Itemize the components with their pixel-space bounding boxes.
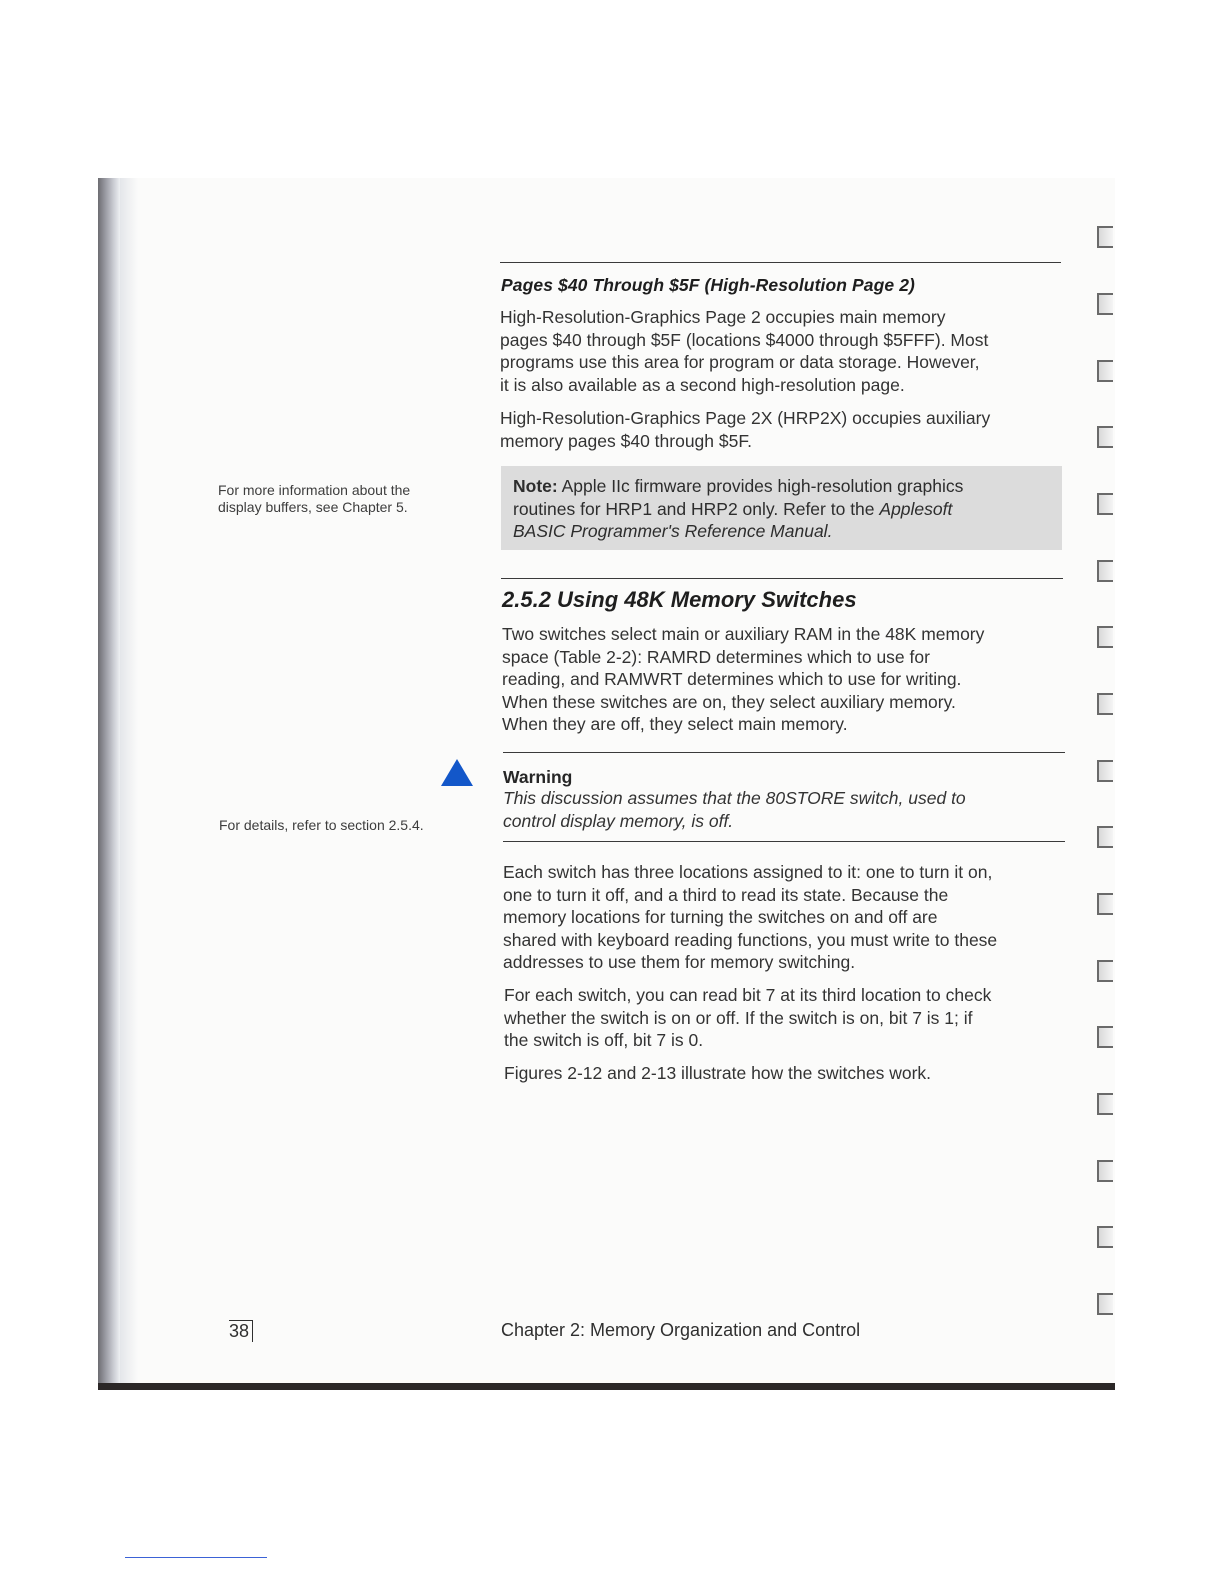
body-paragraph: Figures 2-12 and 2-13 illustrate how the switches work. [504, 1063, 932, 1083]
text-line: Each switch has three locations assigned to it: one to turn it on, [503, 862, 993, 882]
binding-edge [98, 178, 120, 1383]
index-tab-mark [1097, 1226, 1113, 1248]
note-text: Apple IIc firmware provides high-resolution graphics [557, 476, 964, 496]
section-divider [500, 262, 1061, 263]
warning-top-rule [503, 752, 1065, 753]
index-tab-strip [1093, 218, 1115, 1328]
text-line: When they are off, they select main memory. [502, 714, 848, 734]
note-label: Note: [513, 476, 558, 496]
index-tab-mark [1097, 226, 1113, 248]
note-box [501, 466, 1062, 550]
text-line: memory pages $40 through $5F. [500, 430, 752, 451]
note-line [513, 520, 1050, 543]
section-heading: Pages $40 Through $5F (High-Resolution Page 2) [501, 275, 915, 295]
text-line: For each switch, you can read bit 7 at its third location to check [504, 985, 992, 1005]
index-tab-mark [1097, 626, 1113, 648]
text-line: addresses to use them for memory switching. [503, 952, 856, 972]
text-line: shared with keyboard reading functions, you must write to these [503, 929, 998, 950]
warning-bottom-rule [503, 841, 1065, 842]
text-line: reading, and RAMWRT determines which to use for writing. [502, 669, 962, 689]
chapter-footer: Chapter 2: Memory Organization and Control [501, 1320, 861, 1340]
index-tab-mark [1097, 826, 1113, 848]
index-tab-mark [1097, 493, 1113, 515]
text-line: it is also available as a second high-resolution page. [500, 374, 905, 395]
index-tab-mark [1097, 1093, 1113, 1115]
body-paragraph [503, 861, 1073, 974]
text-line: High-Resolution-Graphics Page 2 occupies main memory [500, 307, 946, 327]
text-line: one to turn it off, and a third to read its state. Because the [503, 884, 949, 905]
body-paragraph [502, 623, 1062, 736]
bottom-underline [125, 1557, 267, 1558]
text-line: pages $40 through $5F (locations $4000 through $5FFF). Most [500, 329, 989, 350]
text-line: the switch is off, bit 7 is 0. [504, 1030, 704, 1050]
text-line: memory locations for turning the switches on and off are [503, 907, 938, 927]
index-tab-mark [1097, 293, 1113, 315]
text-line: display buffers, see Chapter 5. [218, 499, 408, 515]
text-line: programs use this area for program or data storage. However, [500, 352, 980, 372]
body-paragraph [504, 984, 1074, 1052]
warning-label: Warning [503, 767, 573, 787]
binding-shadow [120, 178, 138, 1383]
index-tab-mark [1097, 960, 1113, 982]
manual-title: Applesoft [879, 498, 953, 519]
index-tab-mark [1097, 426, 1113, 448]
text-line: control display memory, is off. [503, 810, 734, 831]
manual-title: BASIC Programmer's Reference Manual. [513, 521, 833, 541]
index-tab-mark [1097, 1026, 1113, 1048]
body-paragraph [500, 407, 1060, 452]
index-tab-mark [1097, 360, 1113, 382]
text-line: space (Table 2-2): RAMRD determines which to use for [502, 646, 930, 667]
page-number: 38 [229, 1320, 253, 1342]
text-line: Two switches select main or auxiliary RAM in the 48K memory [502, 624, 985, 644]
note-line [513, 475, 1050, 498]
index-tab-mark [1097, 693, 1113, 715]
warning-text [503, 787, 1063, 832]
margin-note-details: For details, refer to section 2.5.4. [219, 817, 424, 833]
note-line [513, 498, 1050, 521]
text-line: When these switches are on, they select auxiliary memory. [502, 691, 956, 712]
index-tab-mark [1097, 893, 1113, 915]
section-divider [501, 578, 1063, 579]
text-line: This discussion assumes that the 80STORE switch, used to [503, 788, 966, 808]
note-text: routines for HRP1 and HRP2 only. Refer to the [513, 498, 880, 519]
body-paragraph [500, 306, 1060, 396]
text-line: High-Resolution-Graphics Page 2X (HRP2X) occupies auxiliary [500, 408, 991, 428]
index-tab-mark [1097, 1293, 1113, 1315]
section-title: 2.5.2 Using 48K Memory Switches [502, 587, 857, 612]
text-line: whether the switch is on or off. If the switch is on, bit 7 is 1; if [504, 1007, 973, 1028]
index-tab-mark [1097, 560, 1113, 582]
text-line: For more information about the [218, 482, 411, 498]
margin-note-display-buffers [218, 482, 458, 516]
index-tab-mark [1097, 1160, 1113, 1182]
index-tab-mark [1097, 760, 1113, 782]
warning-triangle-icon [441, 759, 473, 786]
